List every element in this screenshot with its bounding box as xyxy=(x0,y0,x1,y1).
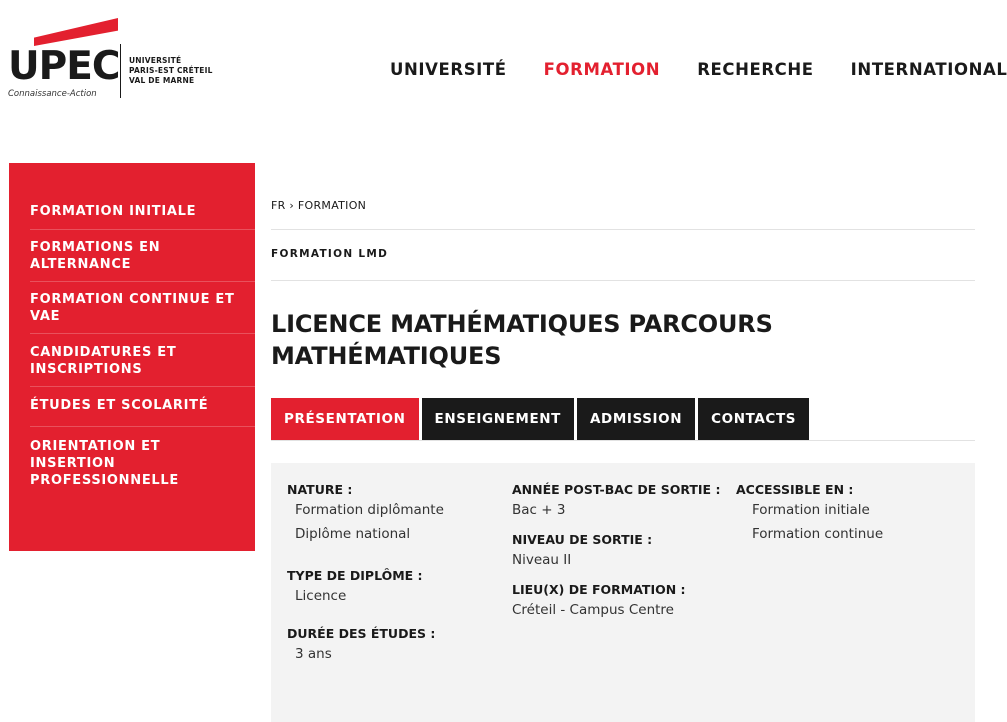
field-value: Formation continue xyxy=(752,526,884,542)
breadcrumb-separator: › xyxy=(289,199,295,212)
upec-logo[interactable] xyxy=(8,14,223,104)
nav-item-universite[interactable]: UNIVERSITÉ xyxy=(390,60,507,79)
breadcrumb-home[interactable]: FR xyxy=(271,199,286,212)
nav-item-international[interactable]: INTERNATIONAL xyxy=(850,60,1007,79)
info-lieux xyxy=(512,581,732,622)
logo-university-line: UNIVERSITÉ xyxy=(129,56,182,65)
field-label: LIEU(X) DE FORMATION : xyxy=(512,582,686,597)
sidebar-item-etudes-scolarite[interactable]: ÉTUDES ET SCOLARITÉ xyxy=(30,387,255,427)
tab-contacts[interactable]: CONTACTS xyxy=(698,398,809,440)
tab-presentation[interactable]: PRÉSENTATION xyxy=(271,398,419,440)
info-nature xyxy=(287,481,502,546)
main-navigation xyxy=(390,60,1007,79)
field-label: NIVEAU DE SORTIE : xyxy=(512,532,653,547)
sidebar-item-alternance[interactable]: FORMATIONS EN ALTERNANCE xyxy=(30,230,255,282)
field-value: Bac + 3 xyxy=(512,502,566,518)
nav-item-recherche[interactable]: RECHERCHE xyxy=(697,60,814,79)
field-label: DURÉE DES ÉTUDES : xyxy=(287,626,436,641)
logo-tagline: Connaissance-Action xyxy=(8,89,97,99)
content-tabs xyxy=(271,398,812,440)
logo-university-name xyxy=(129,56,213,86)
breadcrumb xyxy=(271,199,366,212)
info-duree xyxy=(287,625,502,666)
tab-admission[interactable]: ADMISSION xyxy=(577,398,695,440)
field-value: Formation diplômante xyxy=(295,502,444,518)
info-column-1 xyxy=(287,481,502,666)
info-column-3 xyxy=(736,481,966,546)
breadcrumb-current[interactable]: FORMATION xyxy=(297,199,367,212)
field-label: ANNÉE POST-BAC DE SORTIE : xyxy=(512,482,721,497)
divider xyxy=(271,440,975,441)
sidebar-item-formation-initiale[interactable]: FORMATION INITIALE xyxy=(30,179,255,230)
info-accessible xyxy=(736,481,966,546)
field-label: TYPE DE DIPLÔME : xyxy=(287,568,423,583)
field-label: ACCESSIBLE EN : xyxy=(736,482,854,497)
sidebar-item-candidatures[interactable]: CANDIDATURES ET INSCRIPTIONS xyxy=(30,334,255,387)
field-value: 3 ans xyxy=(295,646,332,662)
field-label: NATURE : xyxy=(287,482,353,497)
field-value: Licence xyxy=(295,588,347,604)
program-info-panel xyxy=(271,463,975,722)
section-label: FORMATION LMD xyxy=(271,248,389,260)
sidebar-item-orientation[interactable]: ORIENTATION ET INSERTION PROFESSIONNELLE xyxy=(30,439,179,488)
divider xyxy=(271,229,975,230)
info-type-diplome xyxy=(287,567,502,608)
logo-red-flag xyxy=(34,18,118,46)
nav-item-formation[interactable]: FORMATION xyxy=(543,60,661,79)
sidebar-item-formation-continue[interactable]: FORMATION CONTINUE ET VAE xyxy=(30,282,255,334)
sidebar-menu xyxy=(9,163,255,551)
tab-enseignement[interactable]: ENSEIGNEMENT xyxy=(422,398,574,440)
info-niveau-sortie xyxy=(512,531,732,572)
divider xyxy=(271,280,975,281)
field-value: Diplôme national xyxy=(295,526,411,542)
logo-university-line: VAL DE MARNE xyxy=(129,76,195,85)
field-value: Créteil - Campus Centre xyxy=(512,602,674,618)
field-value: Niveau II xyxy=(512,552,572,568)
logo-wordmark: UPEC xyxy=(8,44,120,89)
logo-university-line: PARIS-EST CRÉTEIL xyxy=(129,66,213,75)
logo-divider xyxy=(120,44,121,98)
page-title: LICENCE MATHÉMATIQUES PARCOURS MATHÉMATIQUES xyxy=(271,310,773,370)
info-annee-sortie xyxy=(512,481,732,522)
info-column-2 xyxy=(512,481,732,622)
field-value: Formation initiale xyxy=(752,502,870,518)
